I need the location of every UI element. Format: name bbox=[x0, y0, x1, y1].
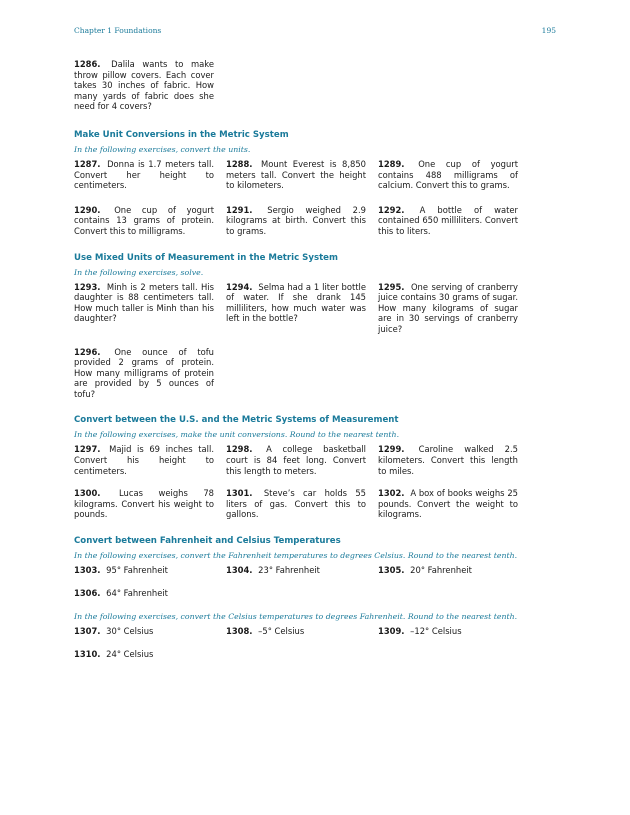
problem-text: A box of books weighs 25 pounds. Convert the weight to kilograms. bbox=[378, 488, 518, 520]
page-header bbox=[74, 26, 556, 38]
problem-item bbox=[226, 444, 366, 476]
problem-number: 1301. bbox=[226, 488, 253, 499]
problem-text: Donna is 1.7 meters tall. Convert her height to centimeters. bbox=[74, 158, 214, 191]
problem-number: 1293. bbox=[74, 281, 101, 292]
problem-item bbox=[74, 282, 214, 335]
problem-text: –5° Celsius bbox=[258, 626, 305, 637]
problem-number: 1309. bbox=[378, 626, 405, 637]
problem-item bbox=[226, 282, 366, 335]
problem-text: 23° Fahrenheit bbox=[258, 565, 320, 576]
problem-text: One cup of yogurt contains 13 grams of protein. Convert this to milligrams. bbox=[74, 204, 214, 236]
section-temperatures bbox=[74, 536, 520, 659]
problem-number: 1303. bbox=[74, 565, 101, 576]
section-instruction: In the following exercises, convert the Celsius temperatures to degrees Fahrenheit. Round to the nearest tenth. bbox=[74, 612, 518, 622]
problem-item bbox=[378, 444, 518, 476]
problem-number: 1298. bbox=[226, 444, 253, 455]
problem-item bbox=[226, 626, 366, 637]
problem-text: Caroline walked 2.5 kilometers. Convert this length to miles. bbox=[378, 444, 518, 476]
problem-item bbox=[74, 347, 214, 400]
problem-number: 1299. bbox=[378, 444, 405, 455]
problem-item bbox=[74, 444, 214, 476]
problem-number: 1304. bbox=[226, 565, 253, 576]
section-us-metric bbox=[74, 415, 520, 520]
problem-number: 1288. bbox=[226, 158, 253, 169]
problem-text: 64° Fahrenheit bbox=[106, 587, 168, 598]
problem-number: 1306. bbox=[74, 587, 101, 598]
section-instruction: In the following exercises, make the unit conversions. Round to the nearest tenth. bbox=[74, 430, 400, 440]
problem-number: 1300. bbox=[74, 488, 101, 499]
problem-number: 1310. bbox=[74, 648, 101, 659]
problem-item bbox=[74, 159, 214, 191]
problem-item bbox=[226, 488, 366, 520]
problem-text: Selma had a 1 liter bottle of water. If she drank 145 milliliters, how much water was left in the bottle? bbox=[226, 281, 366, 324]
problem-number: 1295. bbox=[378, 281, 405, 292]
problem-item bbox=[74, 626, 214, 637]
problem-number: 1307. bbox=[74, 626, 101, 637]
problem-text: A college basketball court is 84 feet long. Convert this length to meters. bbox=[226, 444, 366, 476]
problem-item bbox=[226, 159, 366, 191]
problem-number: 1289. bbox=[378, 158, 405, 169]
problem-item bbox=[378, 282, 518, 335]
section-title: Convert between Fahrenheit and Celsius Temperatures bbox=[74, 536, 341, 547]
problem-text: Mount Everest is 8,850 meters tall. Convert the height to kilometers. bbox=[226, 158, 366, 191]
page-number: 195 bbox=[541, 26, 556, 35]
problem-item bbox=[378, 488, 518, 520]
problem-text: 30° Celsius bbox=[106, 626, 154, 637]
problem-text: Sergio weighed 2.9 kilograms at birth. Convert this to grams. bbox=[226, 204, 366, 236]
problem-number: 1302. bbox=[378, 488, 405, 499]
problem-number: 1292. bbox=[378, 204, 405, 215]
section-title: Convert between the U.S. and the Metric Systems of Measurement bbox=[74, 415, 399, 426]
problem-number: 1286. bbox=[74, 59, 101, 69]
problem-text: A bottle of water contained 650 milliliters. Convert this to liters. bbox=[378, 204, 518, 236]
problem-number: 1305. bbox=[378, 565, 405, 576]
problem-text: 24° Celsius bbox=[106, 648, 154, 659]
problem-text: Minh is 2 meters tall. His daughter is 88 centimeters tall. How much taller is Minh than his daughter? bbox=[74, 281, 214, 324]
section-instruction: In the following exercises, solve. bbox=[74, 267, 204, 277]
problem-item bbox=[378, 565, 518, 576]
section-metric-conversions bbox=[74, 130, 520, 237]
section-title: Make Unit Conversions in the Metric System bbox=[74, 129, 289, 140]
problem-text: One serving of cranberry juice contains 30 grams of sugar. How many kilograms of sugar are in 30 servings of cranberry juice? bbox=[378, 281, 518, 334]
section-title: Use Mixed Units of Measurement in the Metric System bbox=[74, 252, 338, 263]
problem-number: 1291. bbox=[226, 204, 253, 215]
problem-item bbox=[74, 205, 214, 237]
problem-number: 1308. bbox=[226, 626, 253, 637]
chapter-title: Chapter 1 Foundations bbox=[74, 26, 162, 35]
problem-text: Majid is 69 inches tall. Convert his height to centimeters. bbox=[74, 444, 214, 476]
problem-text: Steve’s car holds 55 liters of gas. Convert this to gallons. bbox=[226, 488, 366, 520]
problem-text: 95° Fahrenheit bbox=[106, 565, 168, 576]
problem-text: Dalila wants to make throw pillow covers. Each cover takes 30 inches of fabric. How many yards of fabric does she need for 4 covers? bbox=[74, 59, 214, 112]
problem-item bbox=[74, 565, 214, 576]
problem-number: 1290. bbox=[74, 204, 101, 215]
problem-item bbox=[74, 59, 214, 112]
problem-text: –12° Celsius bbox=[410, 626, 462, 637]
problem-item bbox=[226, 565, 366, 576]
problem-number: 1287. bbox=[74, 158, 101, 169]
problem-text: Lucas weighs 78 kilograms. Convert his weight to pounds. bbox=[74, 488, 214, 520]
problem-number: 1296. bbox=[74, 346, 101, 357]
section-mixed-units bbox=[74, 253, 520, 400]
problem-text: One ounce of tofu provided 2 grams of protein. How many milligrams of protein are provided by 5 ounces of tofu? bbox=[74, 346, 214, 399]
problem-text: One cup of yogurt contains 488 milligrams of calcium. Convert this to grams. bbox=[378, 158, 518, 191]
page-content bbox=[74, 59, 520, 659]
problem-item bbox=[378, 159, 518, 191]
problem-item bbox=[74, 588, 214, 599]
section-instruction: In the following exercises, convert the Fahrenheit temperatures to degrees Celsius. Round to the nearest tenth. bbox=[74, 551, 518, 561]
problem-number: 1297. bbox=[74, 444, 101, 455]
problem-item bbox=[378, 205, 518, 237]
problem-item bbox=[74, 488, 214, 520]
problem-item bbox=[226, 205, 366, 237]
problem-item bbox=[378, 626, 518, 637]
problem-text: 20° Fahrenheit bbox=[410, 565, 472, 576]
section-instruction: In the following exercises, convert the units. bbox=[74, 144, 251, 154]
problem-number: 1294. bbox=[226, 281, 253, 292]
problem-item bbox=[74, 649, 214, 660]
